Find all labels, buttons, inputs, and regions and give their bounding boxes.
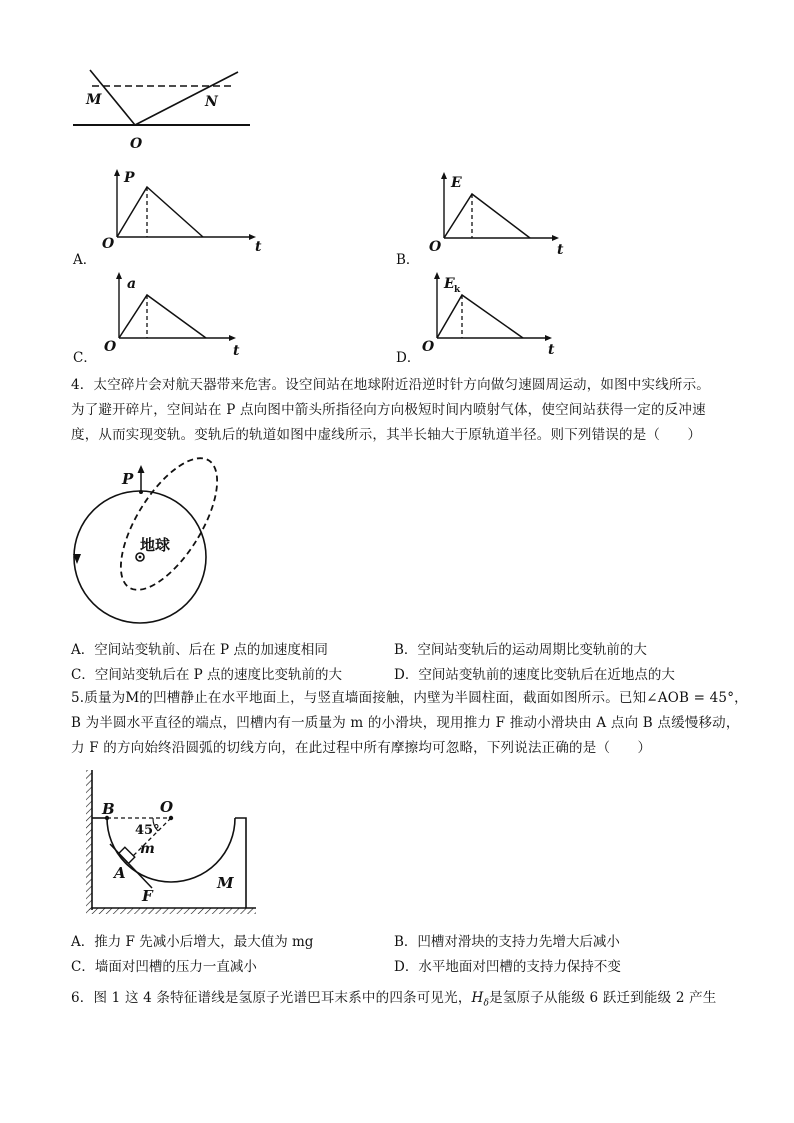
q6-symbol-sub: δ <box>483 998 490 1009</box>
graph-D[interactable] <box>420 268 570 358</box>
q6-symbol: H <box>471 990 484 1006</box>
q6-line-1 <box>71 986 717 1017</box>
graph-A-origin: O <box>102 236 115 252</box>
option-D-letter[interactable]: D． <box>396 350 421 366</box>
q5-option-B[interactable]: B．凹槽对滑块的支持力先增大后减小 <box>394 934 620 950</box>
graph-A-xvar: t <box>255 239 262 255</box>
option-B-letter[interactable]: B． <box>396 252 420 268</box>
label-M: M <box>217 874 234 892</box>
label-angle: 45° <box>135 823 160 838</box>
groove-figure <box>80 770 260 915</box>
wall-hatch <box>86 770 92 910</box>
q5-option-D[interactable]: D．水平地面对凹槽的支持力保持不变 <box>394 959 621 975</box>
graph-B[interactable] <box>427 168 577 258</box>
q5-option-C[interactable]: C．墙面对凹槽的压力一直减小 <box>71 959 257 975</box>
graph-B-origin: O <box>429 239 442 255</box>
reflected-ray <box>135 72 238 125</box>
graph-B-yvar: E <box>451 175 462 191</box>
graph-A-yvar: P <box>124 170 135 186</box>
groove-right-wall <box>235 818 246 908</box>
q4-option-B[interactable]: B．空间站变轨后的运动周期比变轨前的大 <box>394 642 647 658</box>
graph-C[interactable] <box>102 268 252 358</box>
graph-D-xvar: t <box>548 342 555 358</box>
label-O: O <box>130 136 143 152</box>
label-M: M <box>86 92 102 108</box>
q4-option-C[interactable]: C．空间站变轨后在 P 点的速度比变轨前的大 <box>71 667 342 683</box>
q5-line-3: 力 F 的方向始终沿圆弧的切线方向，在此过程中所有摩擦均可忽略，下列说法正确的是（ ） <box>71 740 652 756</box>
graph-D-origin: O <box>422 339 435 355</box>
q4-option-A[interactable]: A．空间站变轨前、后在 P 点的加速度相同 <box>71 642 328 658</box>
graph-D-yvar: E <box>444 276 455 292</box>
graph-D-yvar-sub: k <box>454 285 461 295</box>
q4-line-3: 度，从而实现变轨。变轨后的轨道如图中虚线所示，其半长轴大于原轨道半径。则下列错误的是（ ） <box>71 427 702 443</box>
q5-line-2: B 为半圆水平直径的端点，凹槽内有一质量为 m 的小滑块，现用推力 F 推动小滑块由 A 点向 B 点缓慢移动， <box>71 715 740 731</box>
q4-line-1: 4．太空碎片会对航天器带来危害。设空间站在地球附近沿逆时针方向做匀速圆周运动，如图中实线所示。 <box>71 377 710 393</box>
reflection-figure <box>70 58 255 158</box>
label-O: O <box>160 798 174 816</box>
label-A: A <box>114 864 126 882</box>
label-F: F <box>142 887 153 905</box>
label-m: m <box>140 841 155 857</box>
graph-C-xvar: t <box>233 343 240 358</box>
ground-hatch <box>86 908 256 914</box>
option-C-letter[interactable]: C． <box>73 350 97 366</box>
q6-suffix: 是氢原子从能级 6 跃迁到能级 2 产生 <box>489 990 717 1006</box>
graph-A[interactable] <box>100 165 270 255</box>
q5-option-A[interactable]: A．推力 F 先减小后增大，最大值为 mg <box>71 934 314 950</box>
graph-B-xvar: t <box>557 242 564 258</box>
label-P: P <box>122 470 134 488</box>
label-B: B <box>102 800 115 818</box>
q5-line-1: 5.质量为M的凹槽静止在水平地面上，与竖直墙面接触，内壁为半圆柱面，截面如图所示。已知∠AOB = 45°， <box>71 690 748 706</box>
label-earth: 地球 <box>140 536 171 554</box>
graph-C-yvar: a <box>127 276 137 292</box>
q6-prefix: 6．图 1 这 4 条特征谱线是氢原子光谱巴耳末系中的四条可见光， <box>71 990 472 1006</box>
option-A-letter[interactable]: A． <box>73 252 97 268</box>
point-O <box>169 816 173 820</box>
label-N: N <box>205 94 218 110</box>
orbit-figure <box>70 452 230 634</box>
q4-option-D[interactable]: D．空间站变轨前的速度比变轨后在近地点的大 <box>394 667 675 683</box>
q4-line-2: 为了避开碎片，空间站在 P 点向图中箭头所指径向方向极短时间内喷射气体，使空间站获得一定的反冲速 <box>71 402 706 418</box>
point-P <box>139 490 143 494</box>
graph-C-origin: O <box>104 339 117 355</box>
